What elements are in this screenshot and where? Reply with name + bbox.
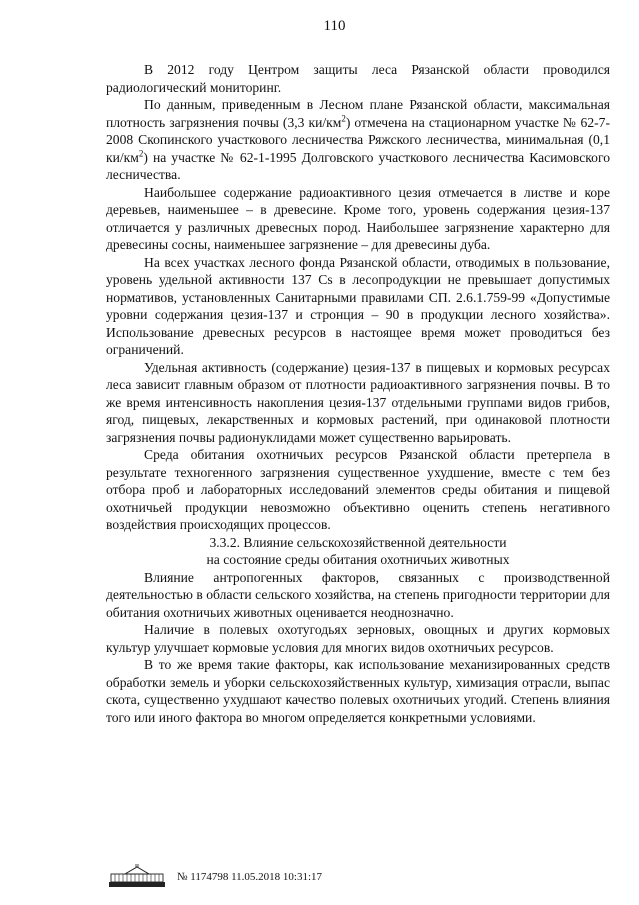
paragraph-monitoring: В 2012 году Центром защиты леса Рязанской области проводился радиологический мониторинг.: [106, 62, 610, 95]
section-heading-line-1: 3.3.2. Влияние сельскохозяйственной деятельности: [209, 534, 507, 550]
paragraph-activity-levels: На всех участках лесного фонда Рязанской области, отводимых в пользование, уровень удельной активности 137 Cs в лесопродукции не превышает допустимых нормативов, установленных Санитарными правилами СП. 2.6.1.759-99 «Допустимые уровни содержания цезия-137 и стронция – 90 в продукции лесного хозяйства». Использование древесных ресурсов в настоящее время может проводиться без ограничений.: [106, 254, 610, 357]
document-footer: [105, 864, 405, 890]
paragraph-anthropogenic-factors: Влияние антропогенных факторов, связанных с производственной деятельностью в области сельского хозяйства, на степень пригодности территории для обитания охотничьих животных оценивается неоднозначно.: [106, 569, 610, 620]
document-stamp: № 1174798 11.05.2018 10:31:17: [177, 871, 323, 883]
government-building-logo: [105, 864, 169, 888]
paragraph-mechanization: В то же время такие факторы, как использование механизированных средств обработки земель и уборки сельскохозяйственных культур, химизация отрасли, выпас скота, существенно ухудшают качество полевых охотничьих угодий. Степень влияния того или иного фактора во многом определяется конкретными условиями.: [106, 657, 610, 725]
paragraph-forest-plan: По данным, приведенным в Лесном плане Рязанской области, максимальная плотность загрязнения почвы (3,3 $ки/км^2$) отмечена на стационарном участке № 62-7-2008 Скопинского участкового лесничества Ряжского лесничества, минимальная (0,1 $ки/км^2$) на участке № 62-1-1995 Долговского участкового лесничества Касимовского лесничества.: [106, 97, 610, 182]
paragraph-feed-crops: Наличие в полевых охотугодьях зерновых, овощных и других кормовых культур улучшает кормовые условия для многих видов охотничьих ресурсов.: [106, 622, 610, 655]
paragraph-habitat-degradation: Среда обитания охотничьих ресурсов Рязанской области претерпела в результате техногенного загрязнения существенное ухудшение, вместе с тем без отбора проб и лабораторных исследований элементов среды обитания и пищевой охотничьей продукции невозможно объективно оценить степень негативного воздействия происходящих процессов.: [106, 447, 610, 532]
paragraph-food-resources: Удельная активность (содержание) цезия-137 в пищевых и кормовых ресурсах леса зависит главным образом от плотности радиоактивного загрязнения почвы. В то же время интенсивность накопления цезия-137 отдельными группами видов грибов, ягод, пищевых, лекарственных и кормовых растений, при одинаковой плотности загрязнения почвы радионуклидами может существенно варьировать.: [106, 359, 610, 445]
section-heading: [106, 534, 610, 569]
section-heading-line-2: на состояние среды обитания охотничьих животных: [206, 552, 510, 567]
document-body: [106, 61, 610, 726]
paragraph-cesium-content: Наибольшее содержание радиоактивного цезия отмечается в листве и коре деревьев, наименьшее – в древесине. Кроме того, уровень содержания цезия-137 отличается у различных древесных пород. Наибольшее загрязнение характерно для древесины сосны, наименьшее загрязнение – для древесины дуба.: [106, 184, 610, 252]
page-number: 110: [323, 18, 346, 34]
